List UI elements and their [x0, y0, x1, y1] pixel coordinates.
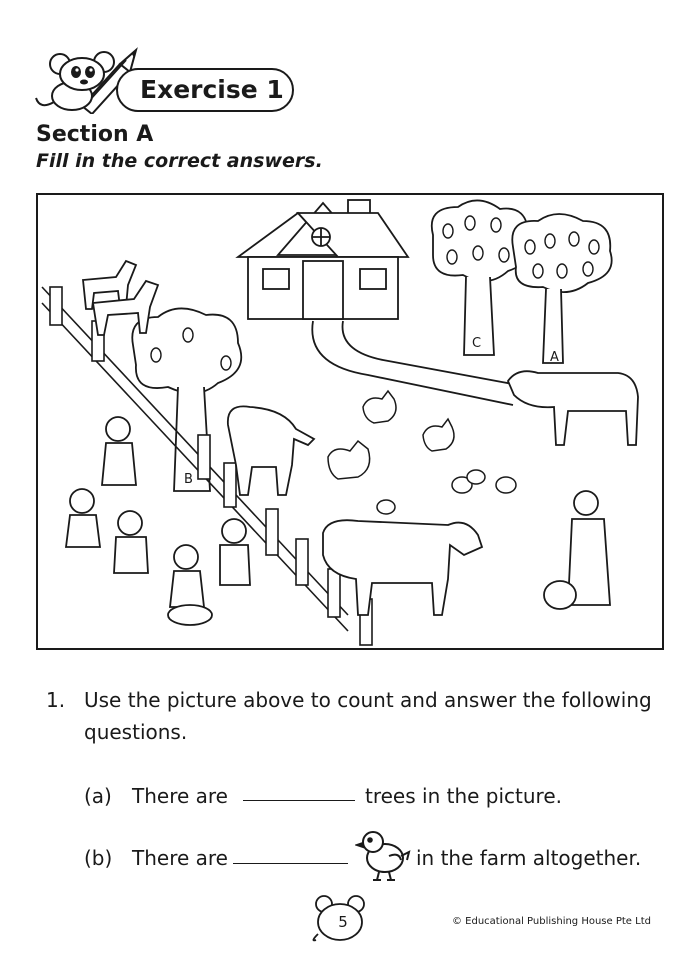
farm-picture: [36, 193, 664, 650]
tree-label-a: A: [550, 350, 559, 365]
chickens-illustration: [328, 391, 516, 514]
question-text: Use the picture above to count and answer the following: [84, 688, 652, 712]
section-instruction: Fill in the correct answers.: [36, 150, 323, 172]
part-a-lead-text: There are: [132, 784, 228, 808]
part-a-tail-text: trees in the picture.: [365, 784, 562, 808]
farmhouse-illustration: [238, 200, 408, 319]
tree-a-illustration: [512, 214, 611, 363]
part-b-answer-blank[interactable]: [233, 863, 348, 864]
chick-icon: [355, 826, 413, 886]
part-a-answer-blank[interactable]: [243, 800, 355, 801]
part-a-label: (a): [84, 784, 112, 808]
copyright-notice: © Educational Publishing House Pte Ltd: [452, 916, 651, 927]
tree-label-c: C: [472, 336, 482, 351]
question-number: 1.: [46, 688, 66, 712]
question-text-continued: questions.: [84, 720, 188, 744]
part-b-label: (b): [84, 846, 113, 870]
section-title: Section A: [36, 122, 154, 147]
tree-c-illustration: [432, 200, 531, 355]
part-b-tail-text: in the farm altogether.: [416, 846, 642, 870]
page-number: 5: [338, 913, 348, 931]
part-b-lead-text: There are: [132, 846, 228, 870]
exercise-title: Exercise 1: [140, 75, 284, 104]
tree-label-b: B: [184, 472, 193, 487]
